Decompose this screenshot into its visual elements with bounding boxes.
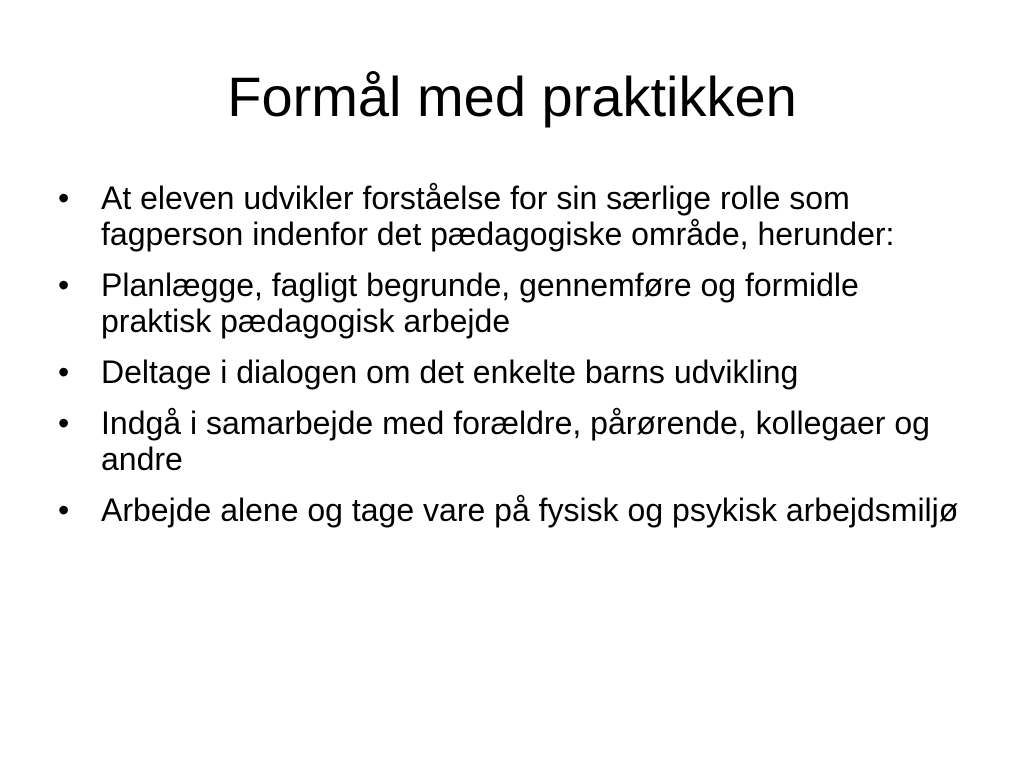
bullet-text: At eleven udvikler forståelse for sin særlige rolle som fagperson indenfor det pædagogiske område, herunder: (101, 180, 895, 252)
bullet-item (58, 405, 968, 477)
bullet-item (58, 267, 968, 339)
bullet-dot-icon: • (58, 180, 70, 216)
bullet-dot-icon: • (58, 492, 70, 528)
bullet-text: Indgå i samarbejde med forældre, pårørende, kollegaer og andre (101, 405, 930, 477)
bullet-item (58, 180, 968, 252)
slide-title: Formål med praktikken (227, 65, 797, 128)
bullet-dot-icon: • (58, 354, 70, 390)
bullet-dot-icon: • (58, 405, 70, 441)
bullet-dot-icon: • (58, 267, 70, 303)
bullet-list (58, 180, 968, 543)
bullet-text: Arbejde alene og tage vare på fysisk og psykisk arbejdsmiljø (101, 492, 959, 528)
bullet-item (58, 492, 968, 528)
bullet-item (58, 354, 968, 390)
bullet-text: Deltage i dialogen om det enkelte barns udvikling (101, 354, 799, 390)
bullet-text: Planlægge, fagligt begrunde, gennemføre og formidle praktisk pædagogisk arbejde (101, 267, 859, 339)
